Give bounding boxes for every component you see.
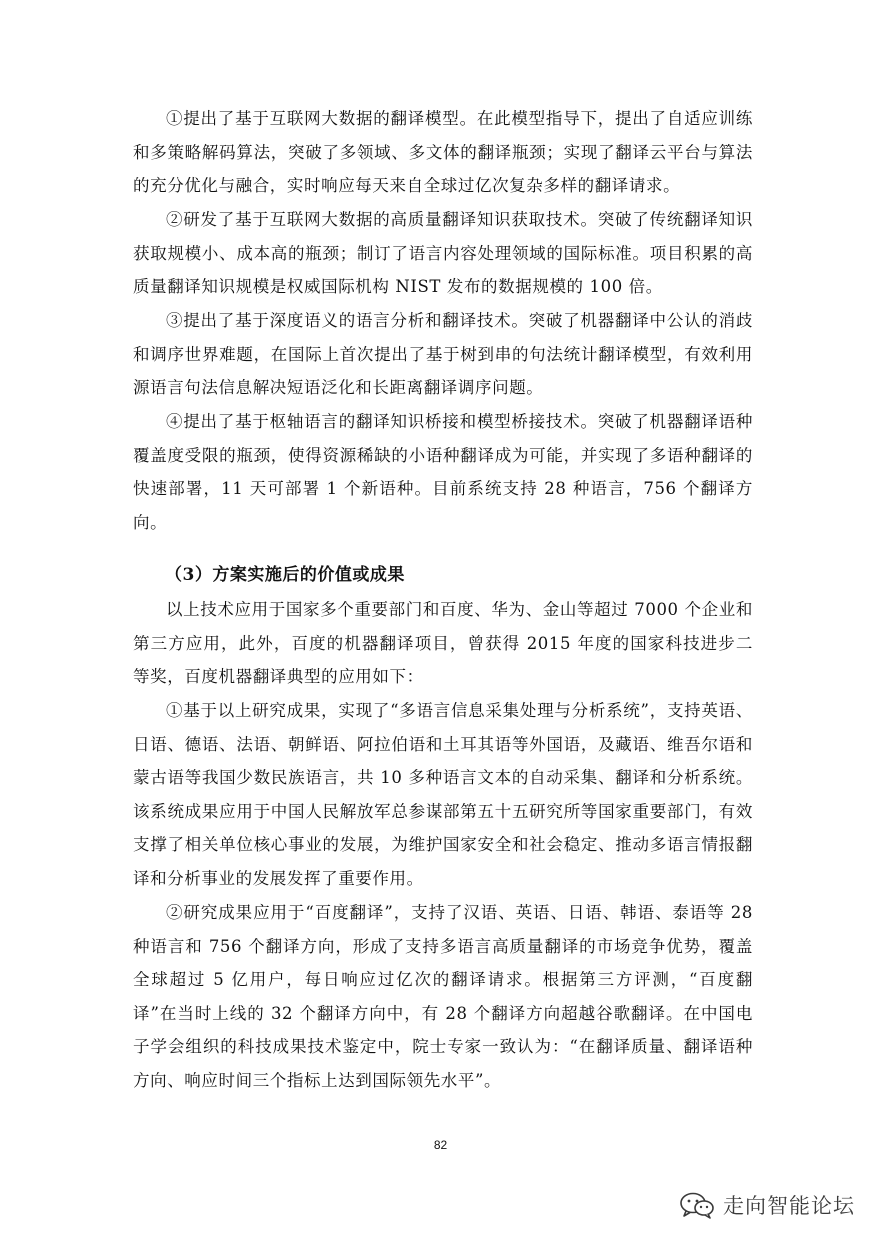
paragraph-semantic-analysis: ③提出了基于深度语义的语言分析和翻译技术。突破了机器翻译中公认的消歧和调序世界难题，在国际上首次提出了基于树到串的句法统计翻译模型，有效利用源语言句法信息解决短语泛化和长距离翻译调序问题。	[133, 311, 753, 398]
wechat-icon	[679, 1191, 715, 1219]
watermark	[679, 1190, 855, 1220]
paragraph-knowledge-acquisition: ②研发了基于互联网大数据的高质量翻译知识获取技术。突破了传统翻译知识获取规模小、成本高的瓶颈；制订了语言内容处理领域的国际标准。项目积累的高质量翻译知识规模是权威国际机构 NIST 发布的数据规模的 100 倍。	[133, 210, 753, 297]
paragraph-multilingual-system: ①基于以上研究成果，实现了“多语言信息采集处理与分析系统”，支持英语、日语、德语、法语、朝鲜语、阿拉伯语和土耳其语等外国语，及藏语、维吾尔语和蒙古语等我国少数民族语言，共 10 多种语言文本的自动采集、翻译和分析系统。该系统成果应用于中国人民解放军总参谋部第五十五研究所等国家重要部门，有效支撑了相关单位核心事业的发展，为维护国家安全和社会稳定、推动多语言情报翻译和分析事业的发展发挥了重要作用。	[133, 701, 753, 888]
paragraph-pivot-language: ④提出了基于枢轴语言的翻译知识桥接和模型桥接技术。突破了机器翻译语种覆盖度受限的瓶颈，使得资源稀缺的小语种翻译成为可能，并实现了多语种翻译的快速部署，11 天可部署 1 个新语种。目前系统支持 28 种语言，756 个翻译方向。	[133, 412, 753, 532]
paragraph-applications-intro: 以上技术应用于国家多个重要部门和百度、华为、金山等超过 7000 个企业和第三方应用，此外，百度的机器翻译项目，曾获得 2015 年度的国家科技进步二等奖，百度机器翻译典型的应用如下：	[133, 600, 753, 687]
watermark-text: 走向智能论坛	[723, 1194, 855, 1218]
section-heading: （3）方案实施后的价值或成果	[165, 565, 405, 585]
paragraph-translation-model: ①提出了基于互联网大数据的翻译模型。在此模型指导下，提出了自适应训练和多策略解码算法，突破了多领域、多文体的翻译瓶颈；实现了翻译云平台与算法的充分优化与融合，实时响应每天来自全球过亿次复杂多样的翻译请求。	[133, 109, 753, 196]
paragraph-baidu-translate: ②研究成果应用于“百度翻译”，支持了汉语、英语、日语、韩语、泰语等 28 种语言和 756 个翻译方向，形成了支持多语言高质量翻译的市场竞争优势，覆盖全球超过 5 亿用户，每日响应过亿次的翻译请求。根据第三方评测，“百度翻译”在当时上线的 32 个翻译方向中，有 28 个翻译方向超越谷歌翻译。在中国电子学会组织的科技成果技术鉴定中，院士专家一致认为：“在翻译质量、翻译语种方向、响应时间三个指标上达到国际领先水平”。	[133, 903, 753, 1090]
page-number: 82	[433, 1138, 448, 1152]
